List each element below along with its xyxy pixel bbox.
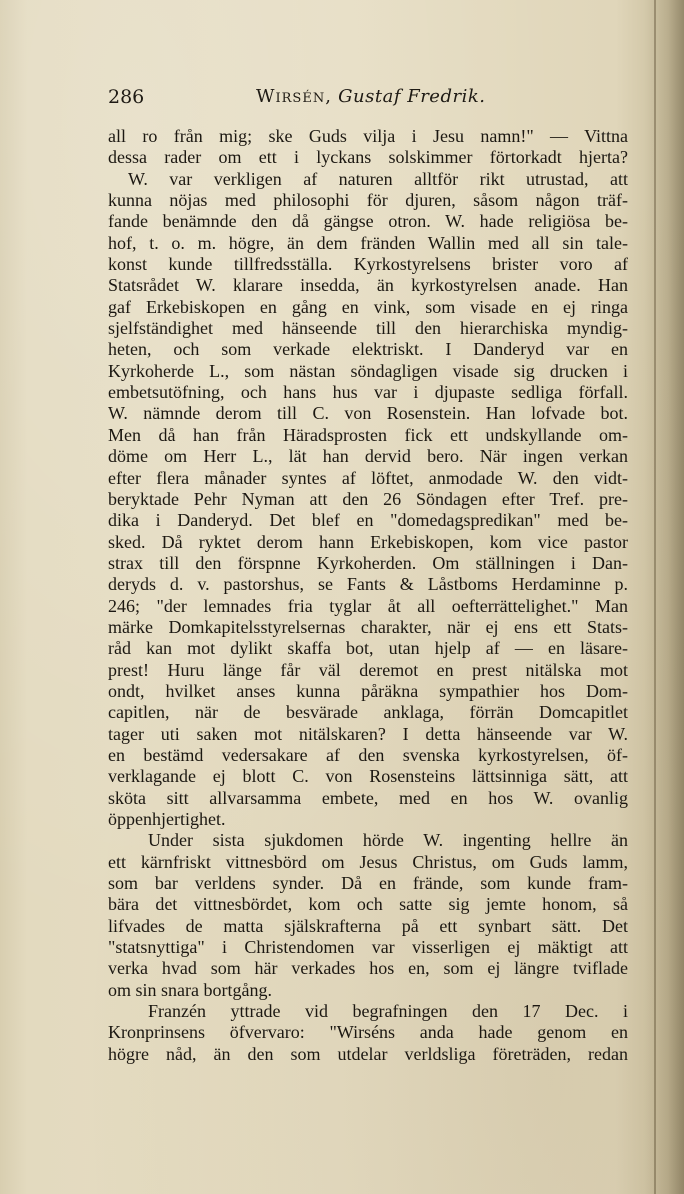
text-line: en bestämd vedersakare af den svenska kyrkostyrelsen, öf- [108, 744, 628, 765]
text-line: 246; "der lemnades fria tyglar åt all oefterrättelighet." Man [108, 595, 628, 616]
text-line: Statsrådet W. klarare insedda, än kyrkostyrelsen anade. Han [108, 275, 628, 296]
text-line: högre nåd, än den som utdelar verldsliga företräden, redan [108, 1043, 628, 1064]
text-line: bära det vittnesbördet, kom och satte sig jemte honom, så [108, 894, 628, 915]
text-line: ett kärnfriskt vittnesbörd om Jesus Christus, om Guds lamm, [108, 851, 628, 872]
text-line: efter flera månader syntes af löftet, anmodade W. den vidt- [108, 467, 628, 488]
text-line: hof, t. o. m. högre, än dem fränden Wallin med all sin tale- [108, 232, 628, 253]
text-line: konst kunde tillfredsställa. Kyrkostyrelsens brister voro af [108, 254, 628, 275]
text-line: heten, och som verkade elektriskt. I Danderyd var en [108, 339, 628, 360]
running-header [108, 86, 648, 112]
text-line: tager uti saken mot nitälskaren? I detta hänseende var W. [108, 723, 628, 744]
page-edge-line [654, 0, 656, 1194]
text-line: verka hvad som här verkades hos en, som ej längre tviflade [108, 958, 628, 979]
text-line: märke Domkapitelsstyrelsernas charakter, när ej ens ett Stats- [108, 616, 628, 637]
page-number: 286 [108, 86, 145, 108]
body-text [108, 126, 628, 1065]
text-line: prest! Huru länge får väl deremot en prest nitälska mot [108, 659, 628, 680]
text-line: gaf Erkebiskopen en gång en vink, som visade en ej ringa [108, 296, 628, 317]
text-line: fande benämnde den då gängse otron. W. hade religiösa be- [108, 211, 628, 232]
text-line: dika i Danderyd. Det blef en "domedagspredikan" med be- [108, 510, 628, 531]
text-line: verklagande ej blott C. von Rosensteins lättsinniga sätt, att [108, 766, 628, 787]
text-line: beryktade Pehr Nyman att den 26 Söndagen efter Tref. pre- [108, 488, 628, 509]
text-line: Under sista sjukdomen hörde W. ingenting hellre än [148, 830, 628, 851]
running-head-given-names: Gustaf Fredrik. [338, 86, 486, 107]
text-line: deryds d. v. pastorshus, se Fants & Låstboms Herdaminne p. [108, 574, 628, 595]
running-head [256, 86, 485, 107]
text-line: Kyrkoherde L., som nästan söndagligen visade sig drucken i [108, 360, 628, 381]
text-line: W. nämnde derom till C. von Rosenstein. Han lofvade bot. [108, 403, 628, 424]
text-line: öppenhjertighet. [108, 809, 226, 829]
text-line: "statsnyttiga" i Christendomen var visserligen ej mäktigt att [108, 937, 628, 958]
text-line: all ro från mig; ske Guds vilja i Jesu namn!" — Vittna [108, 126, 628, 146]
text-line: råd kan mot dylikt skaffa bot, utan hjelp af — en läsare- [108, 638, 628, 659]
text-line: embetsutöfning, och hans hus var i djupaste sedliga förfall. [108, 382, 628, 403]
text-line: som bar verldens synder. Då en frände, som kunde fram- [108, 873, 628, 894]
page-edge-shadow [644, 0, 684, 1194]
text-line: kunna nöjas med philosophi för djuren, såsom någon träf- [108, 190, 628, 211]
running-head-surname: Wirsén, [256, 86, 332, 107]
text-line: W. var verkligen af naturen alltför rikt utrustad, att [128, 168, 628, 189]
text-line: Franzén yttrade vid begrafningen den 17 Dec. i [148, 1001, 628, 1022]
text-line: om sin snara bortgång. [108, 979, 272, 1000]
text-line: Kronprinsens öfvervaro: "Wirséns anda hade genom en [108, 1022, 628, 1043]
text-line: sjelfständighet med hänseende till den hierarchiska myndig- [108, 318, 628, 339]
text-line: strax till den förspnne Kyrkoherden. Om ställningen i Dan- [108, 552, 628, 573]
text-line: sköta sitt allvarsamma embete, med en hos W. ovanlig [108, 787, 628, 808]
text-line: ondt, hvilket anses kunna påräkna sympathier hos Dom- [108, 680, 628, 701]
text-line: dessa rader om ett i lyckans solskimmer förtorkadt hjerta? [108, 147, 628, 168]
text-line: Men då han från Häradsprosten fick ett undskyllande om- [108, 424, 628, 445]
text-line: döme om Herr L., lät han dervid bero. När ingen verkan [108, 446, 628, 467]
text-line: lifvades de matta själskrafterna på ett synbart sätt. Det [108, 915, 628, 936]
text-line: sked. Då ryktet derom hann Erkebiskopen, kom vice pastor [108, 531, 628, 552]
text-line: capitlen, när de besvärade anklaga, förrän Domcapitlet [108, 702, 628, 723]
